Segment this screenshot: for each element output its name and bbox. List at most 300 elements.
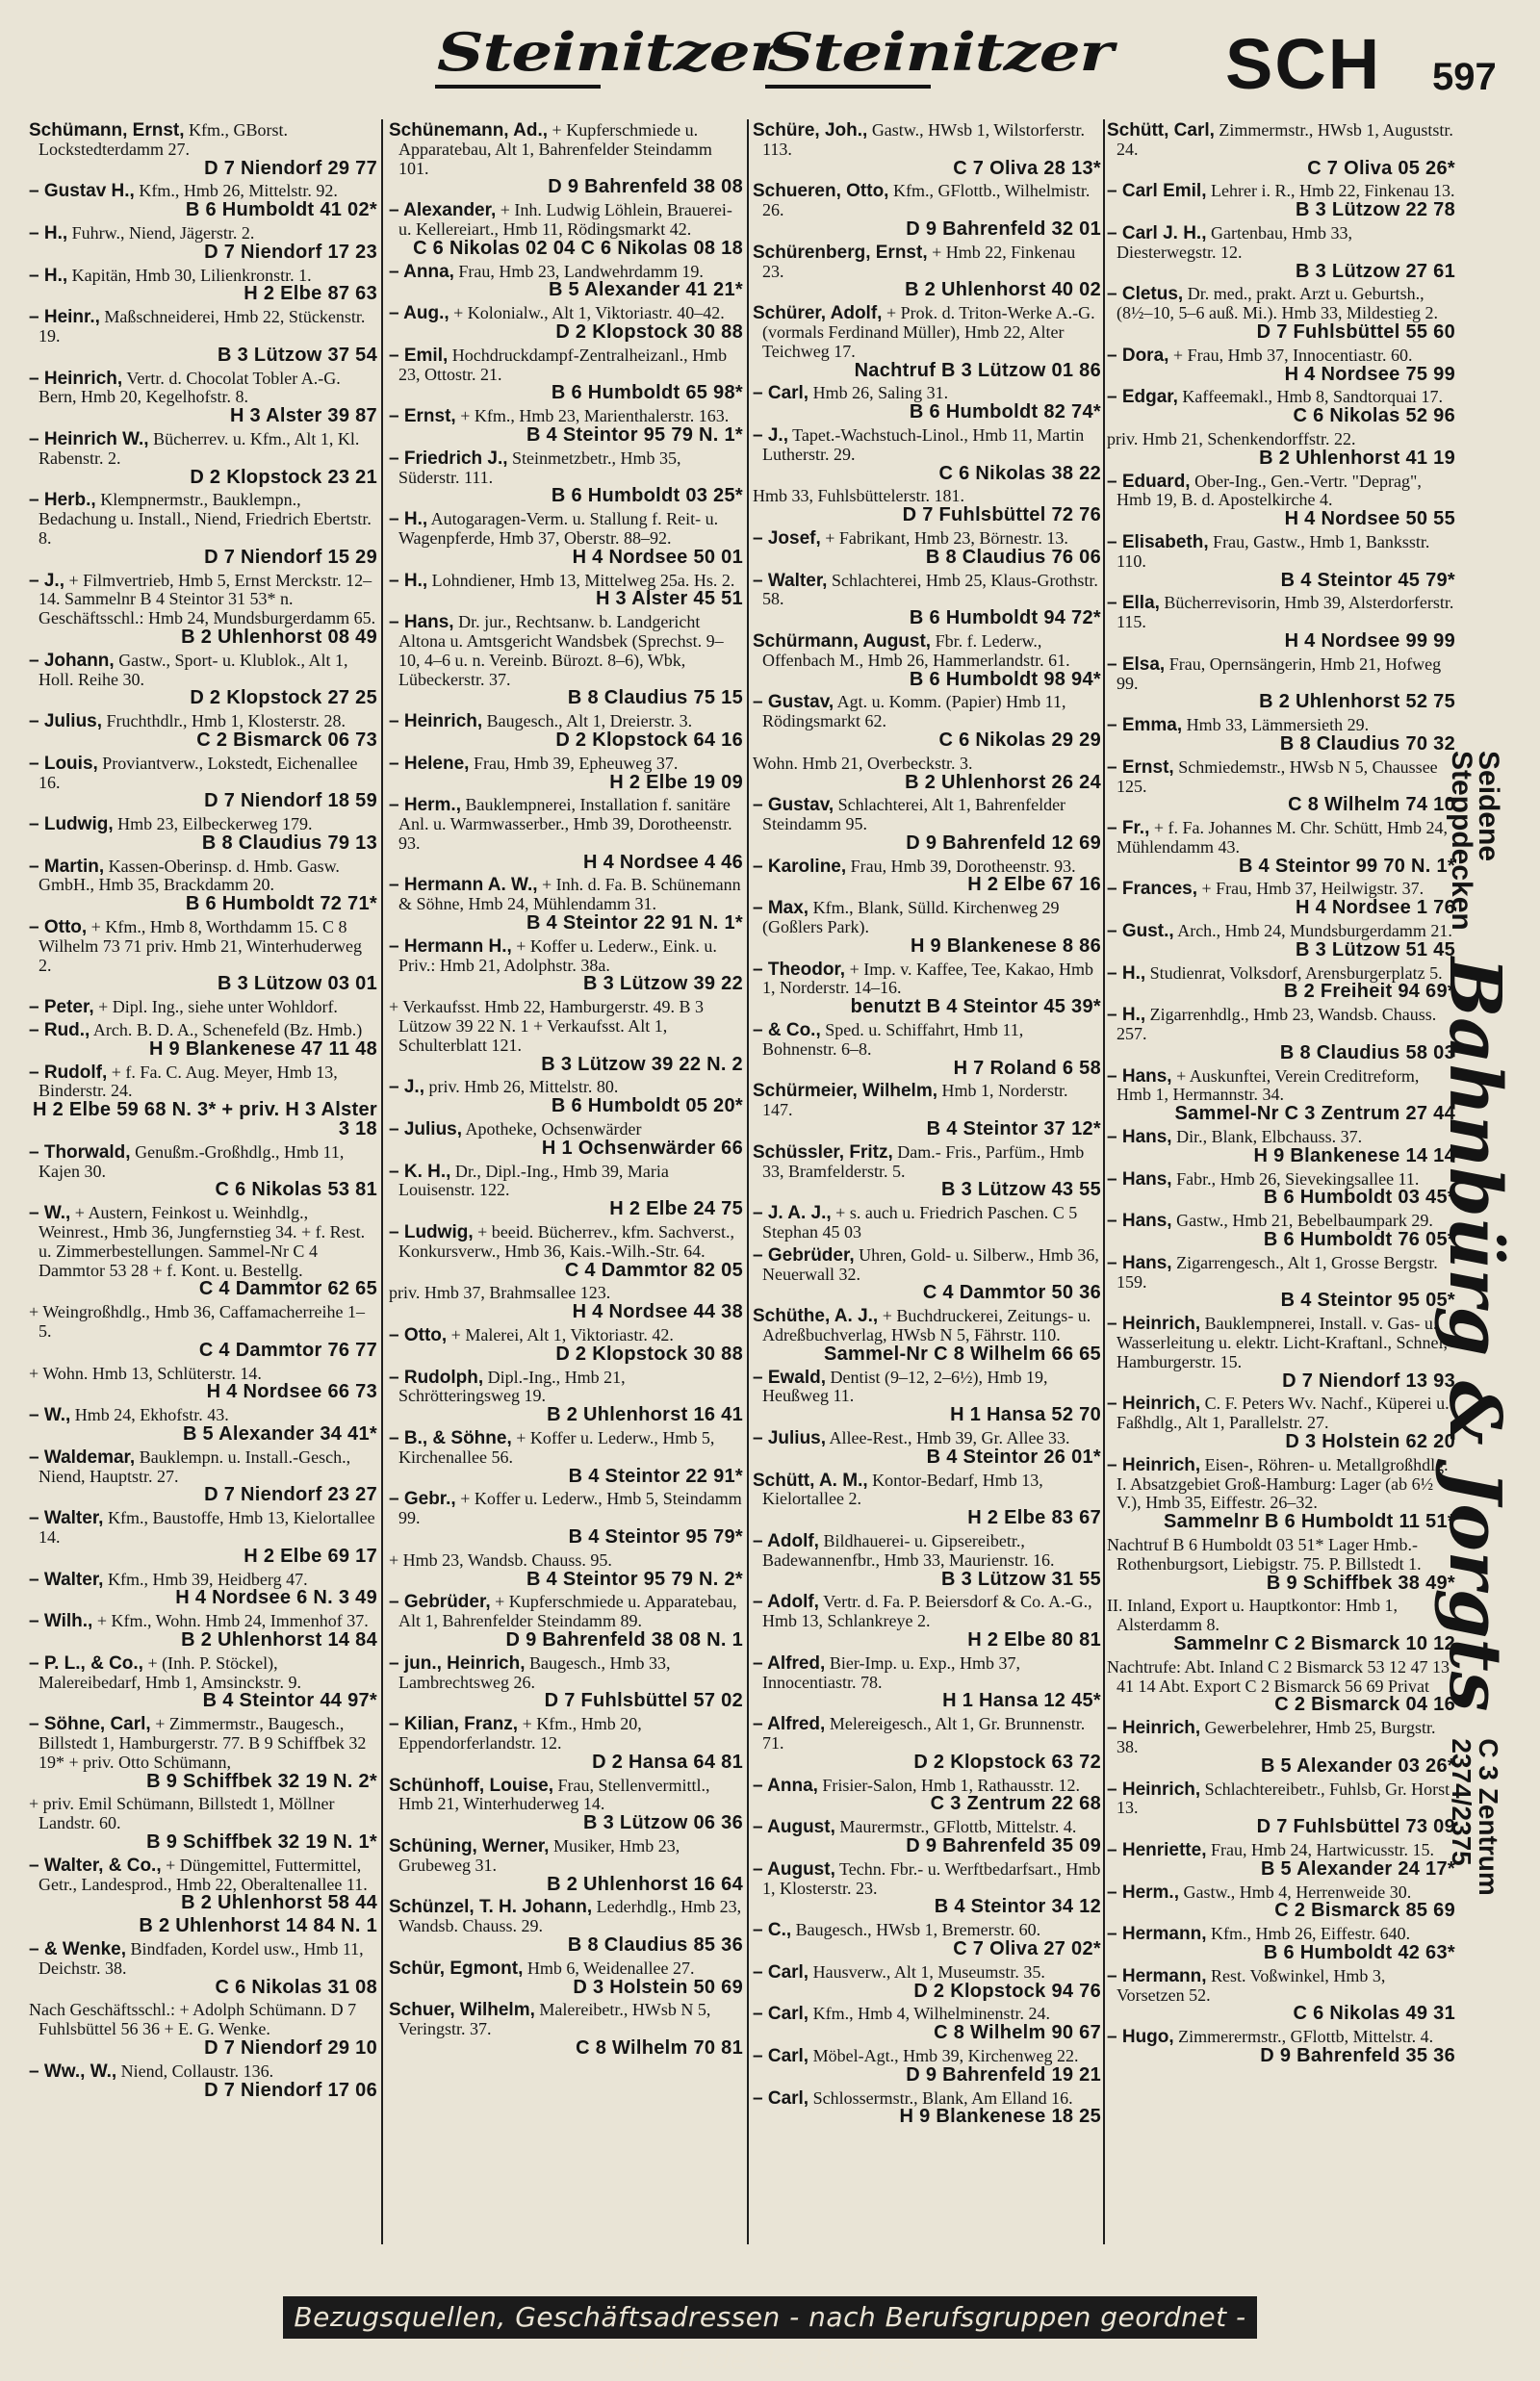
entry-phone: B 5 Alexander 41 21* — [548, 279, 743, 301]
entry-phone: C 7 Oliva 28 13* — [953, 157, 1101, 179]
entry-name: – August, — [753, 1817, 835, 1838]
directory-entry — [1107, 346, 1455, 385]
entry-details: Lohndiener, Hmb 13, Mittelweg 25a. Hs. 2. — [431, 570, 735, 590]
entry-name: Schüthe, A. J., — [753, 1306, 879, 1327]
entry-name: – H., — [389, 570, 428, 591]
entry-phone: D 9 Bahrenfeld 32 01 — [906, 218, 1101, 240]
entry-phone: D 7 Fuhlsbüttel 55 60 — [1256, 320, 1455, 343]
directory-entry — [1107, 819, 1455, 876]
directory-entry — [1107, 1006, 1455, 1062]
entry-details: Kfm., Hmb 26, Mittelstr. 92. — [139, 181, 338, 201]
entry-phone: C 2 Bismarck 85 69 — [1274, 1900, 1455, 1922]
directory-entry — [1107, 121, 1455, 178]
entry-phone: B 9 Schiffbek 32 19 N. 1* — [146, 1831, 377, 1853]
entry-details: Vertr. d. Chocolat Tobler A.-G. Bern, Hmb 20, Kegelhofstr. 8. — [38, 368, 341, 407]
entry-details: Hmb 1, Norderstr. 147. — [762, 1081, 1068, 1120]
entry-details: Frau, Gastw., Hmb 1, Banksstr. 110. — [1116, 531, 1430, 571]
entry-details: Gartenbau, Hmb 33, Diesterwegstr. 12. — [1116, 222, 1352, 262]
entry-name: Schür, Egmont, — [389, 1958, 524, 1979]
entry-phone: H 2 Elbe 80 81 — [967, 1628, 1101, 1651]
directory-entry — [753, 1777, 1101, 1815]
entry-details: Zimmerermstr., GFlottb, Mittelstr. 4. — [1178, 2027, 1434, 2047]
entry-name: – Gebr., — [389, 1489, 456, 1510]
directory-entry — [389, 613, 743, 708]
entry-details: Frau, Opernsängerin, Hmb 21, Hofweg 99. — [1116, 653, 1442, 693]
directory-entry — [1107, 1967, 1455, 2024]
entry-name: – Alfred, — [753, 1652, 826, 1674]
directory-entry — [1107, 655, 1455, 712]
entry-name: – Ludwig, — [389, 1222, 474, 1243]
entry-details: Bücherrev. u. Kfm., Alt 1, Kl. Rabenstr. 2. — [38, 428, 360, 468]
entry-phone: B 6 Humboldt 72 71* — [185, 893, 377, 915]
directory-entry — [753, 572, 1101, 628]
entry-name: – Josef, — [753, 527, 821, 549]
entry-name: – H., — [389, 509, 428, 530]
directory-column-3 — [753, 121, 1101, 2239]
directory-entry — [753, 1082, 1101, 1139]
publisher-logo-right: Steinitzer — [767, 21, 1113, 83]
directory-entry — [1107, 1658, 1455, 1715]
entry-name: – Hans, — [389, 612, 454, 633]
entry-phone: B 3 Lützow 06 36 — [583, 1812, 743, 1834]
entry-name: – Dora, — [1107, 345, 1169, 366]
directory-entry — [753, 1429, 1101, 1468]
entry-details: + Zimmermstr., Baugesch., Billstedt 1, Hamburgerstr. 77. B 9 Schiffbek 32 19* + priv. Otto Schümann, — [38, 1714, 367, 1772]
entry-name: – Heinrich, — [29, 368, 123, 389]
entry-phone: C 6 Nikolas 31 08 — [215, 1976, 377, 1998]
entry-phone: B 5 Alexander 03 26* — [1260, 1754, 1455, 1777]
entry-details: + Weingroßhdlg., Hmb 36, Caffamacherreihe 1–5. — [29, 1302, 365, 1342]
entry-phone: H 4 Nordsee 44 38 — [572, 1301, 743, 1323]
directory-entry — [753, 960, 1101, 1017]
directory-entry — [29, 1795, 377, 1852]
entry-phone: B 6 Humboldt 98 94* — [909, 668, 1101, 690]
entry-details: Sped. u. Schiffahrt, Hmb 11, Bohnenstr. 6–8. — [762, 1020, 1024, 1059]
directory-entry — [1107, 1128, 1455, 1166]
directory-entry — [29, 2001, 377, 2058]
entry-name: – Fr., — [1107, 818, 1150, 839]
entry-phone: B 3 Lützow 51 45 — [1296, 938, 1455, 960]
entry-details: + priv. Emil Schümann, Billstedt 1, Möllner Landstr. 60. — [29, 1794, 335, 1833]
entry-name: – Wilh., — [29, 1611, 93, 1632]
entry-details: Kfm., Blank, Sülld. Kirchenweg 29 (Goßlers Park). — [762, 898, 1060, 937]
directory-entry — [389, 937, 743, 994]
entry-name: – P. L., & Co., — [29, 1652, 143, 1674]
directory-entry — [753, 1021, 1101, 1078]
directory-entry — [753, 1143, 1101, 1200]
entry-phone: Sammel-Nr C 3 Zentrum 27 44 — [1174, 1103, 1455, 1125]
entry-details: Nach Geschäftsschl.: + Adolph Schümann. D 7 Fuhlsbüttel 56 36 + E. G. Wenke. — [29, 2000, 357, 2039]
directory-entry — [1107, 880, 1455, 918]
entry-phone: C 4 Dammtor 50 36 — [922, 1282, 1101, 1304]
directory-entry — [29, 1571, 377, 1609]
directory-entry — [29, 1448, 377, 1505]
directory-entry — [29, 572, 377, 648]
entry-phone: B 2 Uhlenhorst 16 64 — [547, 1873, 743, 1895]
entry-details: Ober-Ing., Gen.-Vertr. "Deprag", Hmb 19, B. d. Apostelkirche 4. — [1116, 471, 1422, 510]
entry-details: + Koffer u. Lederw., Hmb 5, Steindamm 99. — [398, 1489, 742, 1528]
directory-entry — [1107, 716, 1455, 755]
directory-entry — [29, 1856, 377, 1913]
entry-phone: B 6 Humboldt 03 45* — [1263, 1187, 1455, 1209]
entry-name: – Heinrich, — [389, 711, 483, 732]
entry-phone: B 8 Claudius 85 36 — [567, 1933, 743, 1956]
entry-name: – W., — [29, 1203, 71, 1224]
entry-details: Hochdruckdampf-Zentralheizanl., Hmb 23, Ottostr. 21. — [398, 345, 728, 384]
directory-entry — [389, 1654, 743, 1711]
entry-phone: D 7 Niendorf 17 06 — [204, 2079, 377, 2101]
entry-details: Gastw., HWsb 1, Wilstorferstr. 113. — [762, 121, 1086, 159]
entry-name: – Waldemar, — [29, 1447, 136, 1468]
entry-name: – K. H., — [389, 1161, 451, 1182]
directory-entry — [29, 267, 377, 305]
directory-entry — [753, 1369, 1101, 1425]
entry-phone: C 8 Wilhelm 90 67 — [934, 2022, 1101, 2044]
entry-details: + Frau, Hmb 37, Innocentiastr. 60. — [1172, 345, 1413, 365]
entry-name: – Thorwald, — [29, 1141, 131, 1163]
entry-name: – B., & Söhne, — [389, 1428, 512, 1448]
directory-entry — [389, 1078, 743, 1116]
entry-details: Gastw., Hmb 4, Herrenweide 30. — [1183, 1882, 1412, 1902]
entry-phone: B 4 Steintor 95 05* — [1280, 1290, 1455, 1312]
entry-name: – Herb., — [29, 490, 96, 511]
entry-details: Malereibetr., HWsb N 5, Veringstr. 37. — [398, 2000, 711, 2039]
entry-details: + Austern, Feinkost u. Weinhdlg., Weinrest., Hmb 36, Jungfernstieg 34. + f. Rest. u. Zimmerbestellungen. Sammel-Nr C 4 Dammtor 53 28 + f. Kont. u. Bestellg. — [38, 1203, 366, 1280]
entry-name: – Johann, — [29, 650, 115, 671]
entry-name: – Cletus, — [1107, 284, 1184, 305]
entry-phone: B 5 Alexander 24 17* — [1260, 1857, 1455, 1880]
entry-phone: H 4 Nordsee 4 46 — [583, 851, 743, 873]
entry-phone: H 4 Nordsee 50 01 — [572, 546, 743, 568]
entry-details: Musiker, Hmb 23, Grubeweg 31. — [398, 1835, 680, 1875]
entry-name: – Emil, — [389, 345, 449, 366]
directory-entry — [389, 1959, 743, 1998]
directory-entry — [389, 121, 743, 197]
entry-name: – Henriette, — [1107, 1839, 1207, 1860]
entry-phone: C 2 Bismarck 06 73 — [196, 729, 377, 751]
entry-details: + Inh. d. Fa. B. Schünemann & Söhne, Hmb 24, Mühlendamm 31. — [398, 875, 741, 914]
entry-name: – Elsa, — [1107, 653, 1166, 675]
entry-phone: B 6 Humboldt 65 98* — [551, 382, 743, 404]
entry-phone: H 9 Blankenese 18 25 — [899, 2106, 1101, 2128]
entry-details: Dr. med., prakt. Arzt u. Geburtsh., (8½–10, 5–6 auß. Mi.). Hmb 33, Mildestieg 2. — [1116, 284, 1438, 323]
entry-name: – Aug., — [389, 303, 449, 324]
publisher-logo-left: Steinitzer — [437, 21, 783, 83]
entry-name: – Heinrich, — [1107, 1454, 1201, 1475]
directory-entry — [753, 1963, 1101, 2002]
directory-entry — [1107, 1536, 1455, 1593]
directory-entry — [29, 224, 377, 263]
directory-entry — [29, 1204, 377, 1299]
entry-phone: C 4 Dammtor 82 05 — [564, 1259, 743, 1281]
entry-details: Dr., Dipl.-Ing., Hmb 39, Maria Louisenstr. 122. — [398, 1161, 669, 1200]
entry-name: – Carl Emil, — [1107, 181, 1207, 202]
entry-details: Vertr. d. Fa. P. Beiersdorf & Co. A.-G., Hmb 13, Schlankreye 2. — [762, 1592, 1092, 1631]
entry-name: – Carl, — [753, 2087, 809, 2109]
entry-details: priv. Hmb 21, Schenkendorffstr. 22. — [1107, 428, 1356, 448]
entry-name: Schürer, Adolf, — [753, 303, 883, 324]
entry-name: – H., — [1107, 1005, 1146, 1026]
directory-column-2 — [389, 121, 743, 2239]
entry-details: Hmb 33, Fuhlsbüttelerstr. 181. — [753, 486, 964, 506]
ad-phone: C 3 Zentrum 2374/2375 — [1447, 1738, 1503, 1896]
entry-name: – Heinrich, — [1107, 1718, 1201, 1739]
directory-entry — [389, 1837, 743, 1894]
entry-name: – Otto, — [29, 917, 88, 938]
directory-entry — [1107, 1067, 1455, 1124]
entry-name: – Carl J. H., — [1107, 222, 1207, 243]
entry-name: – Ww., W., — [29, 2061, 117, 2082]
entry-details: + Düngemittel, Futtermittel, Getr., Landesprod., Hmb 22, Oberaltenallee 11. — [38, 1855, 368, 1894]
directory-entry — [753, 632, 1101, 689]
entry-name: – Ernst, — [1107, 756, 1174, 778]
entry-details: Autogaragen-Verm. u. Stallung f. Reit- u. Wagenpferde, Hmb 37, Oberstr. 88–92. — [398, 509, 719, 548]
entry-details: Fuhrw., Niend, Jägerstr. 2. — [71, 222, 255, 243]
entry-name: Schürmann, August, — [753, 630, 932, 652]
entry-details: Dr. jur., Rechtsanw. b. Landgericht Altona u. Amtsgericht Wandsbek (Sprechst. 9–10, 4–6 u. n. Vereinb. Bürozt. 8–6), Wbk, Lübeckerstr. 37. — [398, 612, 724, 689]
entry-details: Wohn. Hmb 21, Overbeckstr. 3. — [753, 753, 973, 773]
entry-details: Baugesch., HWsb 1, Bremerstr. 60. — [795, 1920, 1041, 1940]
directory-entry — [753, 1246, 1101, 1303]
directory-entry — [753, 529, 1101, 568]
directory-entry — [29, 121, 377, 178]
entry-name: – Kilian, Franz, — [389, 1714, 519, 1735]
directory-entry — [1107, 388, 1455, 426]
entry-phone: B 9 Schiffbek 38 49* — [1266, 1572, 1455, 1594]
entry-details: Fruchthdlr., Hmb 1, Klosterstr. 28. — [106, 711, 346, 731]
entry-phone: H 1 Hansa 12 45* — [942, 1690, 1101, 1712]
entry-phone: H 1 Hansa 52 70 — [950, 1404, 1101, 1426]
entry-name: – J. A. J., — [753, 1203, 832, 1224]
ad-brand-name: Bahnbürg & Jorgts — [1433, 957, 1516, 1712]
directory-entry — [1107, 1841, 1455, 1880]
entry-details: Allee-Rest., Hmb 39, Gr. Allee 33. — [829, 1428, 1070, 1447]
directory-entry — [29, 858, 377, 914]
directory-entry — [389, 712, 743, 751]
entry-phone: B 3 Lützow 39 22 N. 2 — [541, 1053, 743, 1075]
entry-name: – Walter, — [753, 570, 828, 591]
entry-name: – Ella, — [1107, 593, 1160, 614]
entry-details: Nachtruf B 6 Humboldt 03 51* Lager Hmb.-Rothenburgsort, Liebigstr. 75. P. Billstedt 1. — [1107, 1534, 1422, 1574]
entry-name: Schüssler, Fritz, — [753, 1141, 893, 1163]
entry-name: – Rudolf, — [29, 1062, 108, 1083]
entry-phone: B 2 Uhlenhorst 14 84 N. 1 — [139, 1915, 377, 1937]
entry-name: Schuer, Wilhelm, — [389, 2000, 535, 2021]
entry-details: Kontor-Bedarf, Hmb 13, Kielortallee 2. — [762, 1470, 1043, 1509]
entry-details: + Kfm., Wohn. Hmb 24, Immenhof 37. — [96, 1611, 369, 1631]
directory-entry — [1107, 1719, 1455, 1776]
directory-entry — [29, 755, 377, 811]
entry-phone: H 2 Elbe 69 17 — [244, 1545, 377, 1567]
entry-name: – Eduard, — [1107, 471, 1191, 492]
entry-name: – Hans, — [1107, 1127, 1172, 1148]
entry-name: – Anna, — [389, 261, 454, 282]
entry-name: Schünzel, T. H. Johann, — [389, 1897, 593, 1918]
entry-phone: C 3 Zentrum 22 68 — [930, 1793, 1101, 1815]
entry-phone: B 2 Uhlenhorst 41 19 — [1259, 447, 1455, 469]
directory-entry — [753, 182, 1101, 239]
entry-details: Tapet.-Wachstuch-Linol., Hmb 11, Martin Lutherstr. 29. — [762, 424, 1085, 464]
entry-phone: B 6 Humboldt 94 72* — [909, 607, 1101, 629]
entry-details: + Frau, Hmb 37, Heilwigstr. 37. — [1201, 879, 1424, 899]
entry-phone: D 7 Niendorf 29 10 — [204, 2036, 377, 2059]
entry-phone: B 4 Steintor 99 70 N. 1* — [1238, 855, 1455, 877]
entry-phone: D 2 Hansa 64 81 — [592, 1751, 743, 1773]
entry-details: Bildhauerei- u. Gipsereibetr., Badewannenfbr., Hmb 33, Maurienstr. 16. — [762, 1530, 1055, 1570]
entry-phone: D 2 Klopstock 64 16 — [555, 729, 743, 751]
entry-phone: B 4 Steintor 34 12 — [934, 1896, 1101, 1918]
directory-entry — [389, 1429, 743, 1486]
directory-entry — [29, 491, 377, 567]
directory-entry — [29, 1406, 377, 1445]
directory-entry — [753, 384, 1101, 422]
entry-name: – Herm., — [1107, 1882, 1179, 1903]
entry-phone: B 3 Lützow 39 22 — [583, 973, 743, 995]
entry-phone: D 7 Fuhlsbüttel 72 76 — [902, 504, 1101, 526]
entry-phone: C 8 Wilhelm 70 81 — [576, 2036, 743, 2059]
entry-details: + s. auch u. Friedrich Paschen. C 5 Stephan 45 03 — [762, 1203, 1078, 1242]
entry-phone: D 2 Klopstock 30 88 — [555, 1343, 743, 1365]
entry-details: Fbr. f. Lederw., Offenbach M., Hmb 26, Hammerlandstr. 61. — [762, 630, 1070, 670]
entry-phone: B 4 Steintor 44 97* — [202, 1690, 377, 1712]
entry-name: Schümann, Ernst, — [29, 121, 185, 141]
entry-details: Bauklempnerei, Install. v. Gas- u. Wasserleitung u. elektr. Licht-Kraftanl., Schnel, Hamburgerstr. 15. — [1116, 1314, 1448, 1371]
entry-details: Dir., Blank, Elbchauss. 37. — [1176, 1127, 1363, 1147]
entry-details: Zigarrengesch., Alt 1, Grosse Bergstr. 159. — [1116, 1252, 1438, 1292]
entry-phone: B 3 Lützow 31 55 — [941, 1568, 1101, 1590]
entry-details: + Kupferschmiede u. Apparatebau, Alt 1, Bahrenfelder Steindamm 89. — [398, 1592, 737, 1631]
entry-details: Bindfaden, Kordel usw., Hmb 11, Deichstr. 38. — [38, 1938, 364, 1978]
entry-phone: Sammelnr C 2 Bismarck 10 12 — [1173, 1632, 1455, 1654]
entry-details: Möbel-Agt., Hmb 39, Kirchenweg 22. — [812, 2045, 1079, 2065]
directory-entry — [389, 1326, 743, 1365]
entry-details: Schlachterei, Alt 1, Bahrenfelder Steindamm 95. — [762, 795, 1066, 834]
entry-details: Gastw., Sport- u. Klublok., Alt 1, Holl. Reihe 30. — [38, 650, 348, 689]
entry-details: Kfm., GBorst. Lockstedterdamm 27. — [38, 121, 289, 159]
entry-details: Bücherrevisorin, Hmb 39, Alsterdorferstr. 115. — [1116, 593, 1454, 632]
entry-details: Rest. Voßwinkel, Hmb 3, Vorsetzen 52. — [1116, 1965, 1386, 2005]
entry-details: Kapitän, Hmb 30, Lilienkronstr. 1. — [71, 265, 312, 285]
entry-details: Dam.- Fris., Parfüm., Hmb 33, Bramfelderstr. 5. — [762, 1141, 1085, 1181]
directory-entry — [389, 998, 743, 1074]
entry-phone: B 8 Claudius 58 03 — [1279, 1041, 1455, 1063]
directory-entry — [1107, 1170, 1455, 1209]
entry-phone: B 4 Steintor 26 01* — [926, 1446, 1101, 1468]
column-divider — [381, 119, 383, 2244]
entry-details: + Prok. d. Triton-Werke A.-G. (vormals Ferdinand Müller), Hmb 22, Alter Teichweg 17. — [762, 303, 1095, 361]
entry-name: – Anna, — [753, 1775, 818, 1796]
entry-phone: D 9 Bahrenfeld 35 36 — [1260, 2044, 1455, 2066]
directory-entry — [753, 899, 1101, 956]
directory-entry — [1107, 430, 1455, 469]
entry-phone: B 4 Steintor 22 91 N. 1* — [526, 912, 743, 934]
entry-phone: B 4 Steintor 95 79 N. 2* — [526, 1568, 743, 1590]
entry-name: – Emma, — [1107, 715, 1183, 736]
entry-name: – Hans, — [1107, 1211, 1172, 1232]
directory-entry — [29, 998, 377, 1017]
directory-entry — [1107, 182, 1455, 220]
entry-details: Kfm., GFlottb., Wilhelmistr. 26. — [762, 181, 1091, 220]
entry-phone: D 7 Fuhlsbüttel 73 09 — [1256, 1816, 1455, 1838]
entry-details: Dentist (9–12, 2–6½), Hmb 19, Heußweg 11. — [762, 1367, 1048, 1406]
directory-entry — [389, 1223, 743, 1280]
directory-entry — [753, 243, 1101, 300]
directory-entry — [1107, 533, 1455, 590]
entry-details: Hmb 33, Lämmersieth 29. — [1186, 715, 1370, 735]
directory-entry — [753, 1593, 1101, 1650]
directory-entry — [753, 304, 1101, 380]
entry-phone: B 4 Steintor 22 91* — [568, 1465, 743, 1487]
entry-name: – Alfred, — [753, 1714, 826, 1735]
directory-entry — [1107, 1456, 1455, 1532]
entry-name: – Hermann, — [1107, 1965, 1207, 1986]
entry-name: – Walter, — [29, 1569, 104, 1590]
directory-entry — [29, 815, 377, 854]
entry-details: priv. Hmb 37, Brahmsallee 123. — [389, 1283, 611, 1303]
directory-entry — [1107, 1925, 1455, 1963]
entry-phone: D 9 Bahrenfeld 38 08 N. 1 — [505, 1628, 743, 1651]
footer-banner: Bezugsquellen, Geschäftsadressen - nach Berufsgruppen geordnet - am Ende des Buches — [283, 2296, 1257, 2339]
entry-name: – W., — [29, 1405, 71, 1426]
entry-name: Schütt, Carl, — [1107, 121, 1215, 141]
directory-entry — [29, 918, 377, 994]
entry-name: – Peter, — [29, 997, 94, 1018]
entry-details: + Dipl. Ing., siehe unter Wohldorf. — [98, 997, 338, 1017]
entry-name: – Carl, — [753, 1961, 809, 1983]
entry-phone: D 2 Klopstock 94 76 — [913, 1980, 1101, 2002]
entry-name: – Hans, — [1107, 1168, 1172, 1190]
entry-details: Gewerbelehrer, Hmb 25, Burgstr. 38. — [1116, 1718, 1436, 1756]
entry-details: Frau, Hmb 39, Dorotheenstr. 93. — [850, 856, 1076, 876]
directory-entry — [389, 1163, 743, 1219]
directory-entry — [389, 796, 743, 872]
directory-entry — [753, 1654, 1101, 1711]
directory-entry — [29, 1063, 377, 1139]
entry-phone: H 1 Ochsenwärder 66 — [541, 1137, 743, 1159]
entry-phone: D 2 Klopstock 63 72 — [913, 1751, 1101, 1773]
entry-name: – Theodor, — [753, 959, 846, 980]
entry-phone: H 9 Blankenese 8 86 — [910, 934, 1101, 957]
entry-details: Hmb 26, Saling 31. — [812, 383, 949, 403]
directory-entry — [753, 2089, 1101, 2128]
directory-entry — [1107, 1315, 1455, 1391]
entry-name: – Hermann, — [1107, 1924, 1207, 1945]
directory-entry — [1107, 1883, 1455, 1922]
entry-details: C. F. Peters Wv. Nachf., Küperei u. Faßhdlg., Alt 1, Parallelstr. 27. — [1116, 1394, 1450, 1433]
entry-name: – Hermann H., — [389, 935, 512, 957]
entry-details: + f. Fa. C. Aug. Meyer, Hmb 13, Binderstr. 24. — [38, 1062, 338, 1101]
entry-name: – Gustav, — [753, 692, 834, 713]
directory-entry — [389, 1551, 743, 1590]
entry-details: + Fabrikant, Hmb 23, Börnestr. 13. — [825, 527, 1068, 548]
entry-name: – Hans, — [1107, 1252, 1172, 1273]
entry-details: Baugesch., Hmb 33, Lambrechtsweg 26. — [398, 1652, 671, 1692]
entry-details: Kassen-Oberinsp. d. Hmb. Gasw. GmbH., Hmb 35, Brackdamm 20. — [38, 856, 340, 895]
directory-entry — [1107, 1254, 1455, 1311]
entry-name: – Julius, — [389, 1119, 463, 1140]
entry-name: – jun., Heinrich, — [389, 1652, 526, 1674]
entry-name: – Carl, — [753, 2004, 809, 2025]
entry-name: Schütt, A. M., — [753, 1470, 868, 1491]
entry-phone: D 9 Bahrenfeld 38 08 — [548, 176, 743, 198]
directory-entry — [1107, 1780, 1455, 1837]
entry-name: – Söhne, Carl, — [29, 1714, 151, 1735]
entry-details: Frau, Stellenvermittl., Hmb 21, Winterhuderweg 14. — [398, 1775, 710, 1814]
directory-entry — [1107, 594, 1455, 651]
entry-name: – Heinrich, — [1107, 1394, 1201, 1415]
entry-name: – August, — [753, 1858, 835, 1880]
entry-details: Zimmermstr., HWsb 1, Auguststr. 24. — [1116, 121, 1453, 159]
